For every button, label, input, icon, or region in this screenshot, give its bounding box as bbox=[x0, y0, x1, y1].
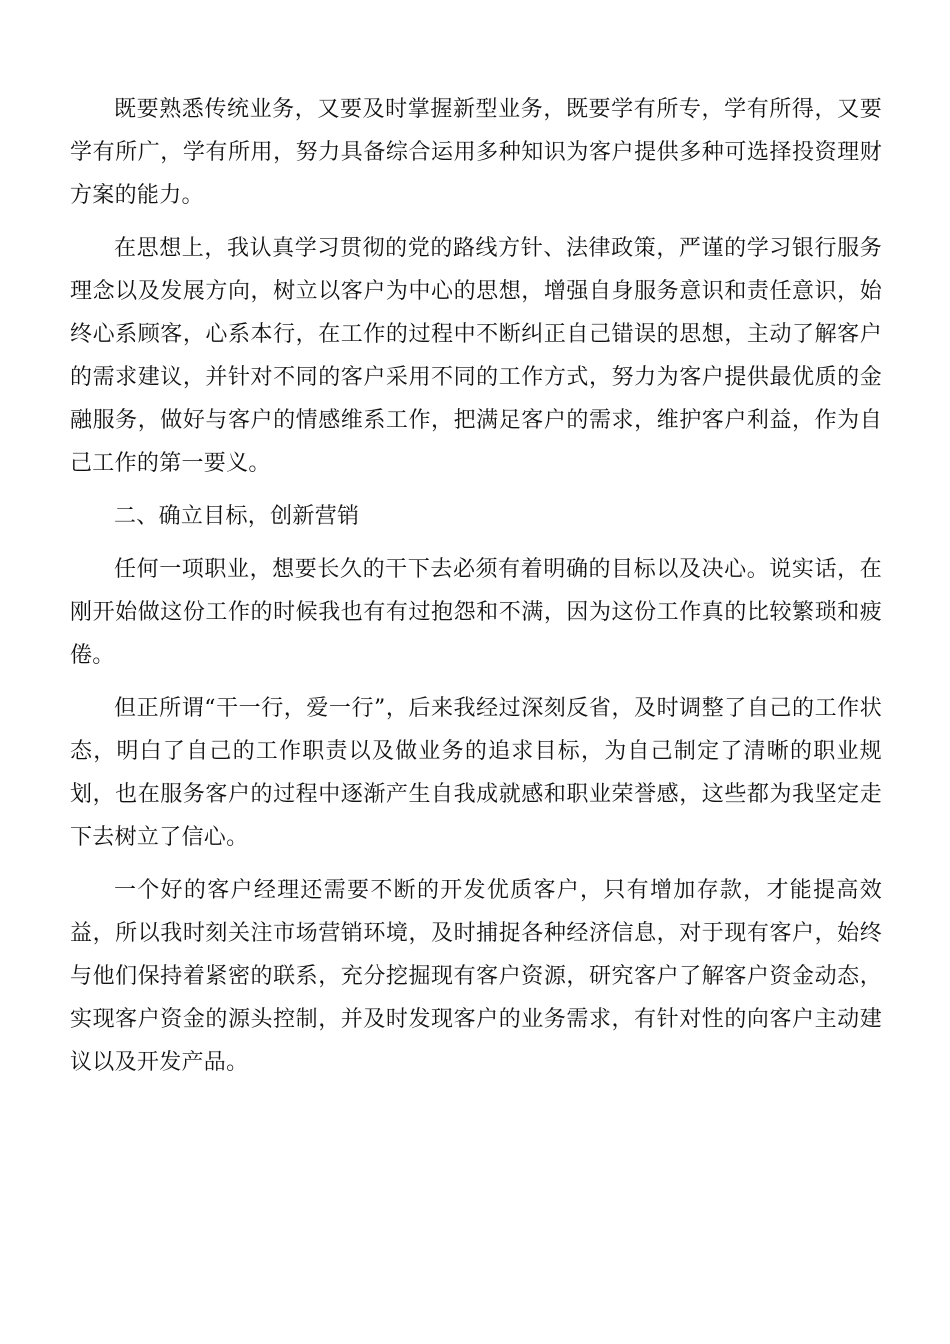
paragraph-client-development: 一个好的客户经理还需要不断的开发优质客户，只有增加存款，才能提高效益，所以我时刻关注市场营销环境，及时捕捉各种经济信息，对于现有客户，始终与他们保持着紧密的联系，充分挖掘现有客户资源，研究客户了解客户资金动态，实现客户资金的源头控制，并及时发现客户的业务需求，有针对性的向客户主动建议以及开发产品。 bbox=[70, 878, 882, 1075]
document-body bbox=[70, 88, 882, 1094]
paragraph-investment-skills: 既要熟悉传统业务，又要及时掌握新型业务，既要学有所专，学有所得，又要学有所广，学有所用，努力具备综合运用多种知识为客户提供多种可选择投资理财方案的能力。 bbox=[70, 97, 882, 208]
paragraph-goals: 任何一项职业，想要长久的干下去必须有着明确的目标以及决心。说实话，在刚开始做这份工作的时候我也有有过抱怨和不满，因为这份工作真的比较繁琐和疲倦。 bbox=[70, 557, 882, 668]
section-heading: 二、确立目标，创新营销 bbox=[114, 504, 360, 529]
paragraph-ideology: 在思想上，我认真学习贯彻的党的路线方针、法律政策，严谨的学习银行服务理念以及发展方向，树立以客户为中心的思想，增强自身服务意识和责任意识，始终心系顾客，心系本行，在工作的过程中不断纠正自己错误的思想，主动了解客户的需求建议，并针对不同的客户采用不同的工作方式，努力为客户提供最优质的金融服务，做好与客户的情感维系工作，把满足客户的需求，维护客户利益，作为自己工作的第一要义。 bbox=[70, 236, 882, 476]
paragraph-career-planning: 但正所谓“干一行，爱一行”，后来我经过深刻反省，及时调整了自己的工作状态，明白了自己的工作职责以及做业务的追求目标，为自己制定了清晰的职业规划，也在服务客户的过程中逐渐产生自我成就感和职业荣誉感，这些都为我坚定走下去树立了信心。 bbox=[70, 696, 882, 850]
